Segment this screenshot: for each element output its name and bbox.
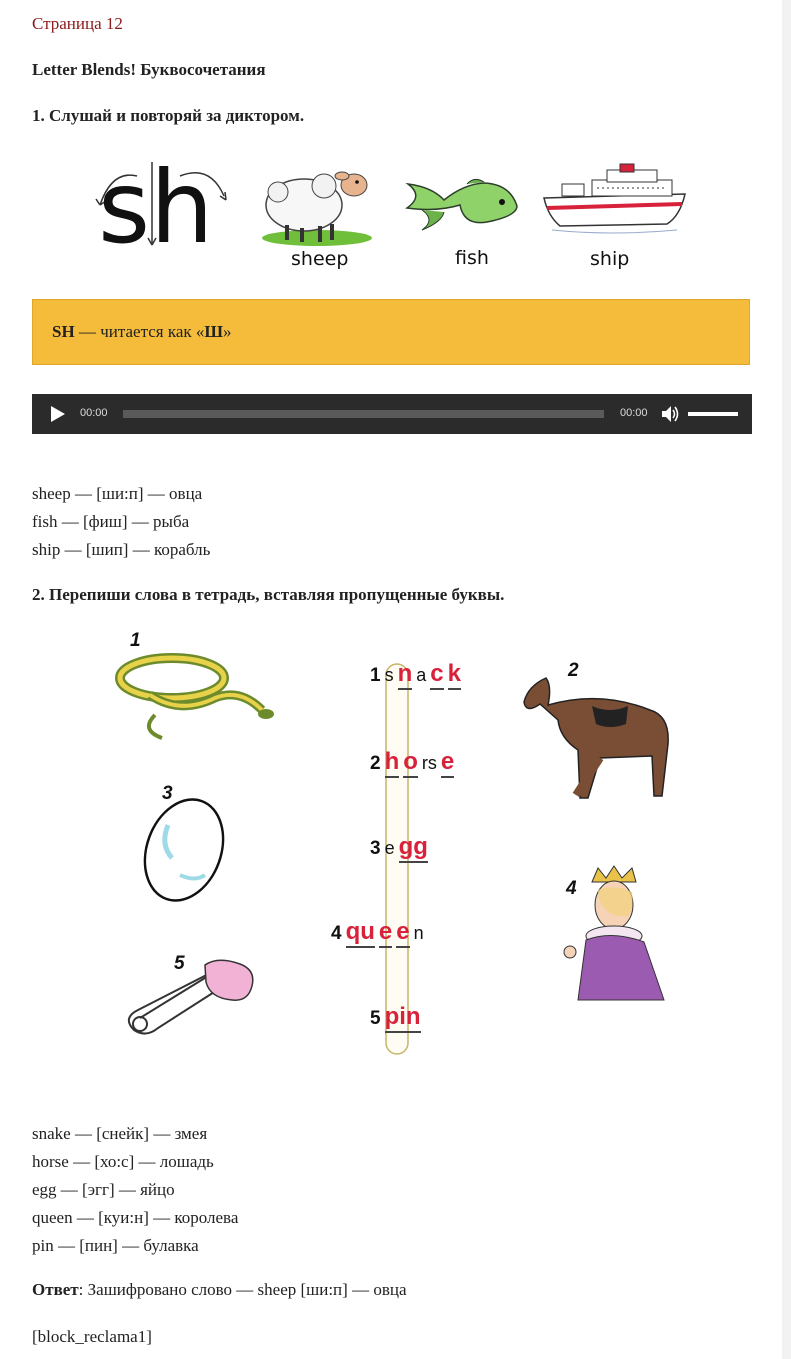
task-2-heading: 2. Перепиши слова в тетрадь, вставляя пропущенные буквы. (32, 585, 505, 604)
answer-label: Ответ (32, 1280, 79, 1299)
rule-suffix: » (223, 322, 232, 341)
vocab-item: horse — [хо:с] — лошадь (32, 1152, 214, 1171)
exercise-word-2: 2 h o rs e (370, 748, 454, 778)
vocab-item: ship — [шип] — корабль (32, 540, 211, 559)
picture-number: 3 (162, 783, 173, 804)
audio-player (32, 394, 752, 434)
snake-image (120, 658, 274, 738)
task-1-heading: 1. Слушай и повторяй за диктором. (32, 106, 305, 125)
right-edge-bar (782, 0, 791, 1359)
egg-image (131, 788, 236, 911)
rule-prefix: SH (52, 322, 75, 341)
caption-ship: ship (590, 248, 630, 270)
vocab-item: snake — [снейк] — змея (32, 1124, 208, 1143)
exercise-word-5: 5 pin (370, 1003, 421, 1033)
caption-fish: fish (455, 247, 489, 269)
svg-text:sh: sh (98, 150, 214, 266)
volume-slider[interactable] (688, 412, 738, 416)
rule-letter: Ш (204, 322, 224, 341)
picture-number: 5 (174, 953, 185, 974)
exercise-word-3: 3 e gg (370, 833, 428, 863)
queen-image (564, 866, 664, 1000)
ad-placeholder: [block_reclama1] (32, 1327, 152, 1346)
play-button[interactable] (50, 405, 66, 426)
sh-letters-image (96, 150, 226, 266)
fish-image (407, 179, 517, 230)
caption-sheep: sheep (291, 248, 349, 270)
sheep-image (262, 172, 372, 246)
vocab-item: egg — [эгг] — яйцо (32, 1180, 175, 1199)
answer-text: : Зашифровано слово — sheep [ши:п] — овца (78, 1280, 407, 1299)
progress-bar[interactable] (123, 410, 604, 418)
play-icon (50, 405, 66, 423)
page-title: Letter Blends! Буквосочетания (32, 60, 266, 79)
horse-image (524, 678, 668, 798)
exercise-word-4: 4 qu e e n (331, 918, 424, 948)
volume-icon (660, 404, 680, 424)
rule-box (32, 299, 750, 365)
vocab-item: sheep — [ши:п] — овца (32, 484, 203, 503)
vocab-list-1 (32, 480, 210, 564)
answer-line (32, 1280, 407, 1300)
rule-middle: — читается как « (74, 322, 205, 341)
page-number: Страница 12 (32, 14, 123, 33)
vocab-item: queen — [куи:н] — королева (32, 1208, 239, 1227)
time-total: 00:00 (620, 407, 648, 419)
exercise-word-1: 1 s n a c k (370, 660, 461, 690)
mute-button[interactable] (660, 404, 680, 427)
ship-image (544, 164, 685, 233)
safety-pin-image (129, 960, 253, 1033)
picture-number: 1 (130, 630, 141, 651)
picture-number: 2 (568, 660, 579, 681)
vocab-item: pin — [пин] — булавка (32, 1236, 199, 1255)
vocab-list-2 (32, 1120, 238, 1260)
vocab-item: fish — [фиш] — рыба (32, 512, 190, 531)
picture-number: 4 (566, 878, 577, 899)
time-current: 00:00 (80, 407, 108, 419)
